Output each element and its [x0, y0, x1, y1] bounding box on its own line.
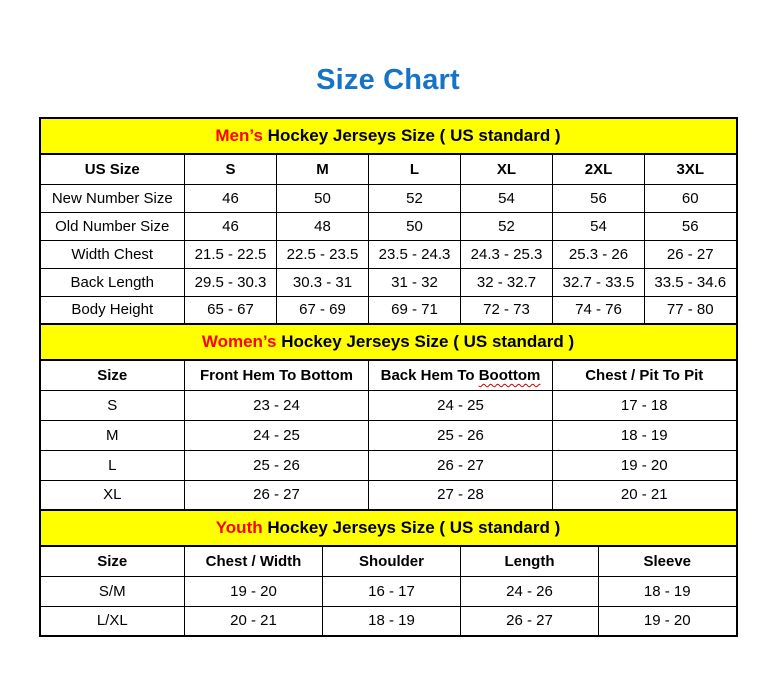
womens-column-header — [40, 360, 185, 390]
column-header-label: Chest / Pit To Pit — [585, 366, 704, 384]
womens-column-header — [369, 360, 553, 390]
youth-banner — [40, 510, 737, 546]
size-value-cell: 56 — [553, 184, 645, 212]
size-tables-container — [39, 117, 738, 637]
youth-banner-text: Hockey Jerseys Size ( US standard ) — [267, 518, 561, 537]
column-header-label: Chest / Width — [205, 552, 302, 570]
mens-column-header — [369, 154, 461, 184]
size-value-cell: 26 - 27 — [461, 606, 599, 636]
size-value-cell: 18 - 19 — [553, 420, 737, 450]
column-header-label: Length — [504, 552, 555, 570]
youth-row-l-xl — [40, 606, 737, 636]
womens-size-table — [39, 323, 738, 511]
row-label: L/XL — [40, 606, 185, 636]
size-value-cell: 24 - 26 — [461, 576, 599, 606]
size-value-cell: 46 — [185, 212, 277, 240]
row-label: S/M — [40, 576, 185, 606]
row-label: M — [40, 420, 185, 450]
size-value-cell: 32.7 - 33.5 — [553, 268, 645, 296]
size-value-cell: 54 — [461, 184, 553, 212]
row-label: S — [40, 390, 185, 420]
size-value-cell: 67 - 69 — [277, 296, 369, 324]
youth-header-row — [40, 546, 737, 576]
size-value-cell: 50 — [369, 212, 461, 240]
mens-banner-text: Hockey Jerseys Size ( US standard ) — [267, 126, 561, 145]
womens-banner-text: Hockey Jerseys Size ( US standard ) — [281, 332, 575, 351]
column-header-label: S — [225, 160, 236, 178]
size-value-cell: 65 - 67 — [185, 296, 277, 324]
mens-banner-highlight: Men’s — [215, 126, 263, 145]
womens-column-header — [185, 360, 369, 390]
size-value-cell: 17 - 18 — [553, 390, 737, 420]
column-header-label: Size — [97, 552, 128, 570]
column-header-label: 3XL — [676, 160, 704, 178]
size-value-cell: 30.3 - 31 — [277, 268, 369, 296]
womens-row-s — [40, 390, 737, 420]
size-value-cell: 48 — [277, 212, 369, 240]
mens-size-table — [39, 117, 738, 325]
size-value-cell: 72 - 73 — [461, 296, 553, 324]
column-header-label: Back Hem To — [380, 366, 479, 384]
size-value-cell: 52 — [369, 184, 461, 212]
size-value-cell: 52 — [461, 212, 553, 240]
row-label: Old Number Size — [40, 212, 185, 240]
mens-row-body-height — [40, 296, 737, 324]
womens-header-row — [40, 360, 737, 390]
page-title: Size Chart — [316, 64, 460, 96]
column-header-label: US Size — [84, 160, 140, 178]
youth-size-table — [39, 509, 738, 637]
mens-column-header — [645, 154, 737, 184]
mens-row-back-length — [40, 268, 737, 296]
size-value-cell: 23.5 - 24.3 — [369, 240, 461, 268]
size-value-cell: 20 - 21 — [553, 480, 737, 510]
size-value-cell: 25 - 26 — [185, 450, 369, 480]
youth-banner-highlight: Youth — [215, 518, 263, 537]
row-label: Back Length — [40, 268, 185, 296]
mens-column-header — [461, 154, 553, 184]
size-value-cell: 26 - 27 — [369, 450, 553, 480]
size-value-cell: 19 - 20 — [185, 576, 323, 606]
size-value-cell: 50 — [277, 184, 369, 212]
womens-row-m — [40, 420, 737, 450]
column-header-label: Shoulder — [358, 552, 424, 570]
size-value-cell: 26 - 27 — [185, 480, 369, 510]
size-value-cell: 29.5 - 30.3 — [185, 268, 277, 296]
column-header-label: Size — [97, 366, 128, 384]
mens-banner-row — [40, 118, 737, 154]
row-label: New Number Size — [40, 184, 185, 212]
size-value-cell: 24.3 - 25.3 — [461, 240, 553, 268]
mens-column-header — [185, 154, 277, 184]
size-value-cell: 24 - 25 — [369, 390, 553, 420]
mens-banner — [40, 118, 737, 154]
mens-column-header — [553, 154, 645, 184]
column-header-label: Front Hem To Bottom — [199, 366, 354, 384]
size-value-cell: 46 — [185, 184, 277, 212]
column-header-label: Sleeve — [643, 552, 692, 570]
misspelled-word: Boottom — [478, 366, 541, 384]
womens-row-xl — [40, 480, 737, 510]
size-value-cell: 24 - 25 — [185, 420, 369, 450]
womens-column-header — [553, 360, 737, 390]
youth-column-header — [323, 546, 461, 576]
size-value-cell: 26 - 27 — [645, 240, 737, 268]
youth-row-s-m — [40, 576, 737, 606]
column-header-label: XL — [496, 160, 517, 178]
mens-column-header — [277, 154, 369, 184]
womens-banner-highlight: Women’s — [201, 332, 277, 351]
youth-banner-row — [40, 510, 737, 546]
mens-column-header — [40, 154, 185, 184]
size-value-cell: 18 - 19 — [599, 576, 737, 606]
youth-column-header — [599, 546, 737, 576]
row-label: XL — [40, 480, 185, 510]
size-value-cell: 60 — [645, 184, 737, 212]
size-value-cell: 77 - 80 — [645, 296, 737, 324]
youth-column-header — [461, 546, 599, 576]
youth-column-header — [185, 546, 323, 576]
size-value-cell: 16 - 17 — [323, 576, 461, 606]
mens-row-width-chest — [40, 240, 737, 268]
mens-row-new-number-size — [40, 184, 737, 212]
column-header-label: L — [409, 160, 420, 178]
size-value-cell: 74 - 76 — [553, 296, 645, 324]
mens-row-old-number-size — [40, 212, 737, 240]
size-value-cell: 54 — [553, 212, 645, 240]
size-value-cell: 25.3 - 26 — [553, 240, 645, 268]
mens-header-row — [40, 154, 737, 184]
size-value-cell: 32 - 32.7 — [461, 268, 553, 296]
size-value-cell: 27 - 28 — [369, 480, 553, 510]
youth-column-header — [40, 546, 185, 576]
size-value-cell: 33.5 - 34.6 — [645, 268, 737, 296]
size-value-cell: 25 - 26 — [369, 420, 553, 450]
womens-row-l — [40, 450, 737, 480]
size-value-cell: 21.5 - 22.5 — [185, 240, 277, 268]
row-label: Width Chest — [40, 240, 185, 268]
size-value-cell: 31 - 32 — [369, 268, 461, 296]
size-value-cell: 19 - 20 — [599, 606, 737, 636]
row-label: Body Height — [40, 296, 185, 324]
size-value-cell: 19 - 20 — [553, 450, 737, 480]
size-value-cell: 23 - 24 — [185, 390, 369, 420]
womens-banner — [40, 324, 737, 360]
size-value-cell: 69 - 71 — [369, 296, 461, 324]
size-value-cell: 18 - 19 — [323, 606, 461, 636]
size-value-cell: 20 - 21 — [185, 606, 323, 636]
size-value-cell: 22.5 - 23.5 — [277, 240, 369, 268]
column-header-label: 2XL — [584, 160, 613, 178]
womens-banner-row — [40, 324, 737, 360]
column-header-label: M — [316, 160, 329, 178]
size-value-cell: 56 — [645, 212, 737, 240]
row-label: L — [40, 450, 185, 480]
